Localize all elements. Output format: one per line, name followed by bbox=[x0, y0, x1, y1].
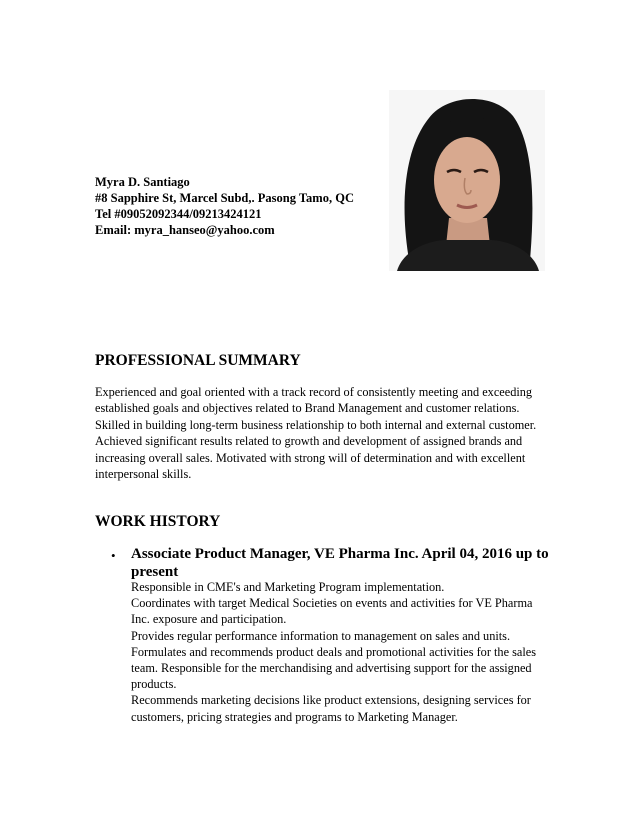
summary-line: Experienced and goal oriented with a track record of consistently meeting and exceeding bbox=[95, 385, 533, 399]
summary-text bbox=[95, 384, 545, 482]
duty-line: Provides regular performance information to management on sales and units. bbox=[131, 628, 511, 643]
profile-photo bbox=[389, 90, 545, 271]
contact-email: Email: myra_hanseo@yahoo.com bbox=[95, 223, 275, 237]
contact-phone: Tel #09052092344/09213424121 bbox=[95, 207, 262, 221]
summary-heading: PROFESSIONAL SUMMARY bbox=[95, 352, 301, 369]
bullet-icon: • bbox=[111, 548, 116, 563]
job-title-line: present bbox=[131, 564, 179, 580]
job-title-line: Associate Product Manager, VE Pharma Inc. April 04, 2016 up to bbox=[131, 546, 549, 562]
summary-line: Skilled in building long-term business relationship to both internal and external customer. bbox=[95, 417, 537, 432]
contact-block bbox=[95, 174, 354, 238]
contact-address: #8 Sapphire St, Marcel Subd,. Pasong Tamo, QC bbox=[95, 191, 354, 205]
duty-line: Inc. exposure and participation. bbox=[131, 612, 287, 627]
duty-line: team. Responsible for the merchandising and advertising support for the assigned bbox=[131, 661, 532, 676]
summary-line: interpersonal skills. bbox=[95, 467, 192, 482]
summary-line: Achieved significant results related to growth and development of assigned brands and bbox=[95, 434, 523, 449]
duty-line: customers, pricing strategies and programs to Marketing Manager. bbox=[131, 709, 458, 724]
duty-line: Coordinates with target Medical Societies on events and activities for VE Pharma bbox=[131, 596, 533, 611]
job-duties bbox=[131, 579, 551, 725]
contact-name: Myra D. Santiago bbox=[95, 175, 190, 189]
summary-line: established goals and objectives related to Brand Management and customer relations. bbox=[95, 401, 520, 416]
work-history-heading: WORK HISTORY bbox=[95, 513, 221, 530]
duty-line: Responsible in CME's and Marketing Program implementation. bbox=[131, 580, 445, 594]
duty-line: products. bbox=[131, 677, 177, 692]
duty-line: Recommends marketing decisions like product extensions, designing services for bbox=[131, 693, 531, 708]
job-title bbox=[131, 545, 551, 581]
summary-line: increasing overall sales. Motivated with strong will of determination and with excellent bbox=[95, 450, 526, 465]
duty-line: Formulates and recommends product deals and promotional activities for the sales bbox=[131, 644, 537, 659]
